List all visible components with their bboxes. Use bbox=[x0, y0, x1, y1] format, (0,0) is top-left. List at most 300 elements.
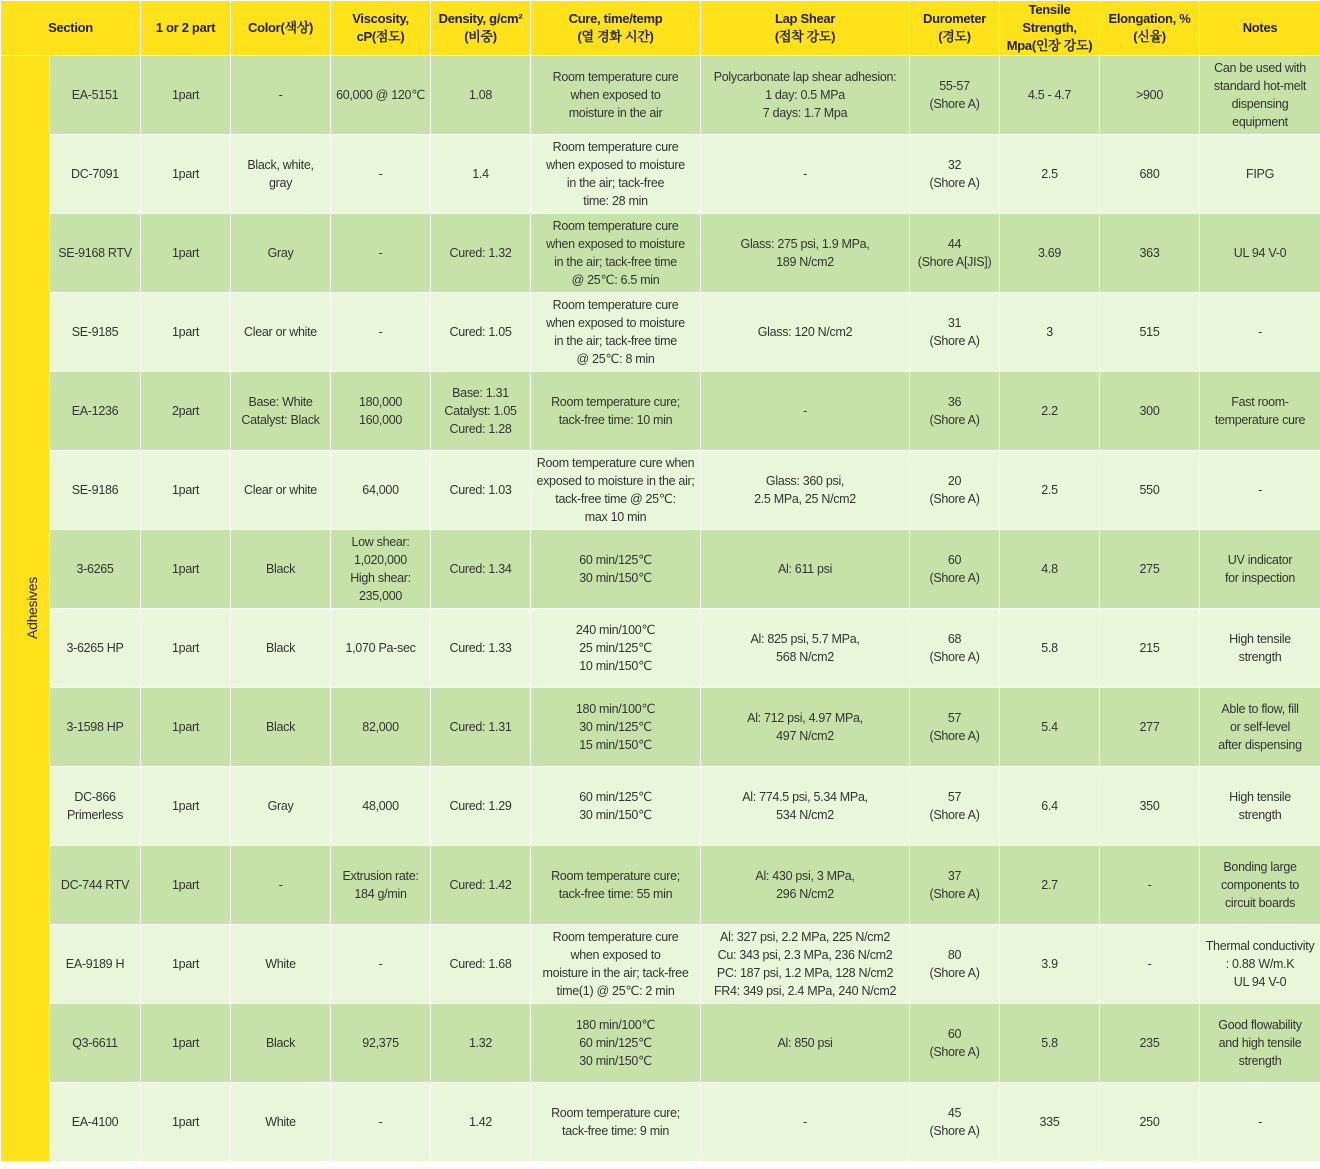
header-cure-line: Cure, time/temp bbox=[568, 11, 663, 26]
durometer-line: (Shore A) bbox=[929, 334, 980, 348]
table-row bbox=[1, 451, 1320, 530]
tensile-cell: 5.8 bbox=[1000, 609, 1100, 688]
header-viscosity-line: cP(점도) bbox=[356, 29, 405, 44]
lap-shear-cell bbox=[701, 767, 910, 846]
tensile-cell: 4.5 - 4.7 bbox=[1000, 56, 1100, 135]
cure-line: max 10 min bbox=[584, 510, 647, 524]
cure-line: exposed to moisture in the air; bbox=[536, 474, 695, 488]
viscosity-cell bbox=[331, 609, 431, 688]
durometer-line: 20 bbox=[947, 474, 962, 488]
durometer-cell bbox=[910, 530, 1000, 609]
cure-line: Room temperature cure bbox=[552, 140, 679, 154]
notes-line: strength bbox=[1238, 650, 1282, 664]
notes-line: Able to flow, fill bbox=[1221, 702, 1299, 716]
product-name-line: DC-866 bbox=[74, 790, 116, 804]
density-cell bbox=[431, 451, 531, 530]
viscosity-line: 160,000 bbox=[358, 413, 403, 427]
viscosity-line: 92,375 bbox=[362, 1036, 399, 1050]
header-density bbox=[431, 1, 531, 56]
color-line: White bbox=[265, 957, 296, 971]
cure-line: moisture in the air; tack-free bbox=[542, 966, 689, 980]
viscosity-cell bbox=[331, 214, 431, 293]
header-notes: Notes bbox=[1200, 1, 1320, 56]
product-name-line: EA-9189 H bbox=[65, 957, 125, 971]
notes-line: Can be used with bbox=[1214, 61, 1306, 75]
lap-shear-line: PC: 187 psi, 1.2 MPa, 128 N/cm2 bbox=[716, 966, 894, 980]
density-line: 1.4 bbox=[472, 167, 489, 181]
viscosity-cell bbox=[331, 530, 431, 609]
color-cell bbox=[231, 530, 331, 609]
durometer-line: (Shore A) bbox=[929, 729, 980, 743]
cure-line: tack-free time: 55 min bbox=[558, 887, 673, 901]
product-name-cell bbox=[50, 135, 141, 214]
durometer-line: 60 bbox=[947, 1027, 962, 1041]
lap-shear-line: Al: 327 psi, 2.2 MPa, 225 N/cm2 bbox=[720, 930, 890, 944]
product-name-line: SE-9168 RTV bbox=[58, 246, 132, 260]
part-count-cell: 1part bbox=[141, 767, 231, 846]
density-cell bbox=[431, 688, 531, 767]
viscosity-line: 64,000 bbox=[362, 483, 399, 497]
notes-cell bbox=[1200, 293, 1320, 372]
cure-line: Room temperature cure bbox=[552, 219, 679, 233]
viscosity-cell bbox=[331, 372, 431, 451]
viscosity-cell bbox=[331, 1083, 431, 1162]
notes-line: components to bbox=[1220, 878, 1300, 892]
header-density-line: (비중) bbox=[464, 29, 497, 44]
table-row bbox=[1, 293, 1320, 372]
durometer-cell bbox=[910, 767, 1000, 846]
durometer-cell bbox=[910, 1083, 1000, 1162]
color-cell bbox=[231, 1004, 331, 1083]
durometer-cell bbox=[910, 1004, 1000, 1083]
table-row bbox=[1, 1004, 1320, 1083]
product-name-cell bbox=[50, 372, 141, 451]
product-name-cell bbox=[50, 925, 141, 1004]
cure-line: 30 min/150℃ bbox=[579, 1054, 652, 1068]
durometer-line: (Shore A) bbox=[929, 1124, 980, 1138]
cure-line: time: 28 min bbox=[583, 194, 648, 208]
product-name-line: EA-1236 bbox=[71, 404, 119, 418]
color-cell bbox=[231, 214, 331, 293]
notes-line: or self-level bbox=[1230, 720, 1291, 734]
density-cell bbox=[431, 925, 531, 1004]
notes-line: UL 94 V-0 bbox=[1233, 975, 1287, 989]
tensile-cell: 3.69 bbox=[1000, 214, 1100, 293]
density-line: Cured: 1.34 bbox=[449, 562, 512, 576]
product-name-cell bbox=[50, 767, 141, 846]
durometer-cell bbox=[910, 214, 1000, 293]
viscosity-line: 1,070 Pa-sec bbox=[345, 641, 416, 655]
viscosity-cell bbox=[331, 846, 431, 925]
durometer-line: (Shore A) bbox=[929, 1045, 980, 1059]
cure-cell bbox=[531, 688, 701, 767]
notes-line: UL 94 V-0 bbox=[1233, 246, 1287, 260]
durometer-line: (Shore A[JIS]) bbox=[917, 255, 992, 269]
tensile-cell: 5.4 bbox=[1000, 688, 1100, 767]
cure-cell bbox=[531, 372, 701, 451]
lap-shear-cell bbox=[701, 530, 910, 609]
notes-cell bbox=[1200, 846, 1320, 925]
durometer-cell bbox=[910, 451, 1000, 530]
cure-cell bbox=[531, 135, 701, 214]
lap-shear-line: Glass: 275 psi, 1.9 MPa, bbox=[740, 237, 870, 251]
notes-cell bbox=[1200, 925, 1320, 1004]
color-line: Black bbox=[265, 720, 296, 734]
product-name-line: EA-4100 bbox=[71, 1115, 119, 1129]
color-cell bbox=[231, 135, 331, 214]
color-cell bbox=[231, 688, 331, 767]
durometer-line: 57 bbox=[947, 711, 962, 725]
part-count-cell: 1part bbox=[141, 925, 231, 1004]
header-viscosity-line: Viscosity, bbox=[352, 11, 409, 26]
color-cell bbox=[231, 846, 331, 925]
cure-line: 60 min/125℃ bbox=[579, 790, 652, 804]
part-count-cell: 1part bbox=[141, 530, 231, 609]
notes-line: temperature cure bbox=[1214, 413, 1306, 427]
cure-line: 30 min/150℃ bbox=[579, 808, 652, 822]
density-line: Cured: 1.32 bbox=[449, 246, 512, 260]
color-line: gray bbox=[268, 176, 293, 190]
density-line: Cured: 1.68 bbox=[449, 957, 512, 971]
notes-line: High tensile bbox=[1229, 790, 1291, 804]
cure-line: when exposed to moisture bbox=[546, 237, 685, 251]
cure-line: time(1) @ 25℃: 2 min bbox=[556, 984, 675, 998]
lap-shear-cell bbox=[701, 609, 910, 688]
density-line: Cured: 1.31 bbox=[449, 720, 512, 734]
tensile-cell: 6.4 bbox=[1000, 767, 1100, 846]
density-cell bbox=[431, 530, 531, 609]
color-line: Gray bbox=[267, 799, 294, 813]
durometer-line: 45 bbox=[947, 1106, 962, 1120]
viscosity-line: - bbox=[378, 167, 383, 181]
cure-cell bbox=[531, 56, 701, 135]
table-body bbox=[1, 56, 1320, 1162]
header-density-line: Density, g/cm² bbox=[438, 11, 523, 26]
durometer-line: 37 bbox=[947, 869, 962, 883]
lap-shear-cell bbox=[701, 1004, 910, 1083]
product-name-line: 3-6265 HP bbox=[66, 641, 124, 655]
cure-cell bbox=[531, 767, 701, 846]
notes-cell bbox=[1200, 688, 1320, 767]
elongation-cell: 300 bbox=[1100, 372, 1200, 451]
elongation-cell: 277 bbox=[1100, 688, 1200, 767]
color-line: Clear or white bbox=[244, 325, 317, 339]
elongation-cell: 515 bbox=[1100, 293, 1200, 372]
color-line: - bbox=[278, 878, 283, 892]
notes-cell bbox=[1200, 451, 1320, 530]
notes-line: UV indicator bbox=[1227, 553, 1293, 567]
durometer-line: (Shore A) bbox=[929, 966, 980, 980]
notes-line: after dispensing bbox=[1218, 738, 1302, 752]
cure-cell bbox=[531, 214, 701, 293]
durometer-line: (Shore A) bbox=[929, 176, 980, 190]
table-row bbox=[1, 214, 1320, 293]
lap-shear-line: - bbox=[803, 1115, 807, 1129]
product-name-line: Primerless bbox=[66, 808, 124, 822]
density-line: Cured: 1.28 bbox=[449, 422, 512, 436]
cure-line: when exposed to moisture bbox=[546, 158, 685, 172]
tensile-cell: 2.2 bbox=[1000, 372, 1100, 451]
lap-shear-cell bbox=[701, 372, 910, 451]
cure-line: Room temperature cure when bbox=[536, 456, 695, 470]
color-cell bbox=[231, 451, 331, 530]
cure-cell bbox=[531, 530, 701, 609]
notes-line: Thermal conductivity bbox=[1205, 939, 1315, 953]
product-name-cell bbox=[50, 1083, 141, 1162]
part-count-cell: 1part bbox=[141, 293, 231, 372]
density-cell bbox=[431, 1004, 531, 1083]
viscosity-line: 48,000 bbox=[362, 799, 399, 813]
durometer-cell bbox=[910, 56, 1000, 135]
notes-line: and high tensile bbox=[1218, 1036, 1302, 1050]
header-cure-line: (열 경화 시간) bbox=[577, 29, 654, 44]
cure-cell bbox=[531, 925, 701, 1004]
table-row bbox=[1, 372, 1320, 451]
lap-shear-line: - bbox=[803, 404, 807, 418]
elongation-cell: >900 bbox=[1100, 56, 1200, 135]
color-cell bbox=[231, 293, 331, 372]
color-line: Clear or white bbox=[244, 483, 317, 497]
durometer-cell bbox=[910, 925, 1000, 1004]
durometer-cell bbox=[910, 609, 1000, 688]
header-cure bbox=[531, 1, 701, 56]
viscosity-line: - bbox=[378, 325, 383, 339]
elongation-cell: 275 bbox=[1100, 530, 1200, 609]
lap-shear-cell bbox=[701, 925, 910, 1004]
cure-line: tack-free time: 10 min bbox=[558, 413, 673, 427]
elongation-cell: 250 bbox=[1100, 1083, 1200, 1162]
durometer-cell bbox=[910, 135, 1000, 214]
lap-shear-line: 7 days: 1.7 Mpa bbox=[762, 106, 848, 120]
part-count-cell: 1part bbox=[141, 214, 231, 293]
density-cell bbox=[431, 372, 531, 451]
product-name-line: Q3-6611 bbox=[72, 1036, 118, 1050]
viscosity-line: 180,000 bbox=[358, 395, 403, 409]
header-lap-shear-line: Lap Shear bbox=[774, 11, 836, 26]
elongation-cell: 235 bbox=[1100, 1004, 1200, 1083]
header-lap-shear-line: (접착 강도) bbox=[774, 29, 836, 44]
cure-line: 180 min/100℃ bbox=[575, 1018, 656, 1032]
lap-shear-line: Glass: 120 N/cm2 bbox=[757, 325, 853, 339]
elongation-cell: 350 bbox=[1100, 767, 1200, 846]
cure-line: in the air; tack-free time bbox=[554, 255, 677, 269]
lap-shear-cell bbox=[701, 293, 910, 372]
header-section: Section bbox=[1, 1, 141, 56]
cure-line: 30 min/125℃ bbox=[579, 720, 652, 734]
density-cell bbox=[431, 609, 531, 688]
header-durometer bbox=[910, 1, 1000, 56]
color-line: Black bbox=[265, 562, 296, 576]
durometer-line: 80 bbox=[947, 948, 962, 962]
cure-cell bbox=[531, 1004, 701, 1083]
viscosity-line: Low shear: bbox=[351, 535, 410, 549]
lap-shear-cell bbox=[701, 451, 910, 530]
elongation-cell: 550 bbox=[1100, 451, 1200, 530]
part-count-cell: 1part bbox=[141, 1004, 231, 1083]
cure-line: @ 25℃: 6.5 min bbox=[571, 273, 660, 287]
header-lap-shear bbox=[701, 1, 910, 56]
cure-cell bbox=[531, 451, 701, 530]
viscosity-line: - bbox=[378, 1115, 383, 1129]
lap-shear-line: 534 N/cm2 bbox=[776, 808, 834, 822]
elongation-cell: 215 bbox=[1100, 609, 1200, 688]
lap-shear-line: Al: 611 psi bbox=[777, 562, 833, 576]
product-name-line: DC-744 RTV bbox=[60, 878, 130, 892]
durometer-line: 36 bbox=[947, 395, 962, 409]
color-line: Black bbox=[265, 641, 296, 655]
header-tensile-line: Mpa(인장 강도) bbox=[1006, 38, 1093, 53]
color-line: Catalyst: Black bbox=[241, 413, 320, 427]
notes-cell bbox=[1200, 135, 1320, 214]
tensile-cell: 3.9 bbox=[1000, 925, 1100, 1004]
viscosity-cell bbox=[331, 925, 431, 1004]
tensile-cell: 4.8 bbox=[1000, 530, 1100, 609]
header-durometer-line: Durometer bbox=[922, 11, 987, 26]
notes-line: strength bbox=[1238, 808, 1282, 822]
cure-line: Room temperature cure bbox=[552, 70, 679, 84]
lap-shear-line: Al: 430 psi, 3 MPa, bbox=[755, 869, 855, 883]
cure-line: Room temperature cure; bbox=[551, 395, 680, 409]
notes-line: FIPG bbox=[1246, 167, 1274, 181]
density-cell bbox=[431, 846, 531, 925]
durometer-line: 44 bbox=[947, 237, 962, 251]
viscosity-line: High shear: bbox=[350, 571, 411, 585]
notes-line: dispensing bbox=[1231, 97, 1289, 111]
part-count-cell: 1part bbox=[141, 56, 231, 135]
density-line: Cured: 1.03 bbox=[449, 483, 512, 497]
header-tensile bbox=[1000, 1, 1100, 56]
viscosity-line: 60,000 @ 120℃ bbox=[336, 88, 425, 102]
durometer-line: 68 bbox=[947, 632, 962, 646]
color-line: Gray bbox=[267, 246, 294, 260]
product-name-cell bbox=[50, 56, 141, 135]
notes-line: High tensile bbox=[1229, 632, 1291, 646]
durometer-line: (Shore A) bbox=[929, 492, 980, 506]
header-viscosity bbox=[331, 1, 431, 56]
lap-shear-cell bbox=[701, 135, 910, 214]
lap-shear-cell bbox=[701, 846, 910, 925]
durometer-line: 31 bbox=[947, 316, 962, 330]
product-name-line: DC-7091 bbox=[71, 167, 119, 181]
viscosity-cell bbox=[331, 451, 431, 530]
lap-shear-line: 2.5 MPa, 25 N/cm2 bbox=[754, 492, 856, 506]
notes-cell bbox=[1200, 214, 1320, 293]
part-count-cell: 1part bbox=[141, 846, 231, 925]
cure-line: 60 min/125℃ bbox=[579, 1036, 652, 1050]
notes-cell bbox=[1200, 372, 1320, 451]
lap-shear-cell bbox=[701, 56, 910, 135]
product-name-line: SE-9186 bbox=[71, 483, 119, 497]
color-line: Base: White bbox=[248, 395, 313, 409]
color-line: Black bbox=[265, 1036, 296, 1050]
notes-cell bbox=[1200, 609, 1320, 688]
table-row bbox=[1, 688, 1320, 767]
header-row bbox=[1, 1, 1320, 56]
cure-line: 30 min/150℃ bbox=[579, 571, 652, 585]
notes-line: standard hot-melt bbox=[1213, 79, 1307, 93]
notes-cell bbox=[1200, 1004, 1320, 1083]
tensile-cell: 2.5 bbox=[1000, 451, 1100, 530]
viscosity-cell bbox=[331, 56, 431, 135]
table-row bbox=[1, 530, 1320, 609]
notes-line: Bonding large bbox=[1223, 860, 1297, 874]
tensile-cell: 335 bbox=[1000, 1083, 1100, 1162]
part-count-cell: 1part bbox=[141, 688, 231, 767]
lap-shear-line: 1 day: 0.5 MPa bbox=[765, 88, 845, 102]
tensile-cell: 2.7 bbox=[1000, 846, 1100, 925]
lap-shear-line: Al: 774.5 psi, 5.34 MPa, bbox=[742, 790, 868, 804]
header-elongation-line: (신율) bbox=[1133, 29, 1166, 44]
durometer-cell bbox=[910, 846, 1000, 925]
cure-line: Room temperature cure bbox=[552, 930, 679, 944]
viscosity-cell bbox=[331, 135, 431, 214]
color-cell bbox=[231, 56, 331, 135]
density-line: Base: 1.31 bbox=[452, 386, 509, 400]
table-row bbox=[1, 1083, 1320, 1162]
density-cell bbox=[431, 135, 531, 214]
density-cell bbox=[431, 1083, 531, 1162]
notes-line: : 0.88 W/m.K bbox=[1225, 957, 1295, 971]
cure-line: 15 min/150℃ bbox=[579, 738, 652, 752]
color-cell bbox=[231, 609, 331, 688]
color-cell bbox=[231, 925, 331, 1004]
density-line: Catalyst: 1.05 bbox=[444, 404, 517, 418]
viscosity-cell bbox=[331, 688, 431, 767]
density-cell bbox=[431, 767, 531, 846]
cure-line: 10 min/150℃ bbox=[579, 659, 652, 673]
section-adhesives-label: Adhesives bbox=[23, 577, 40, 639]
color-cell bbox=[231, 767, 331, 846]
color-cell bbox=[231, 372, 331, 451]
elongation-cell: 363 bbox=[1100, 214, 1200, 293]
notes-line: - bbox=[1258, 325, 1262, 339]
cure-line: Room temperature cure bbox=[552, 298, 679, 312]
product-name-cell bbox=[50, 530, 141, 609]
notes-cell bbox=[1200, 530, 1320, 609]
viscosity-cell bbox=[331, 293, 431, 372]
cure-line: when exposed to bbox=[570, 948, 661, 962]
cure-line: Room temperature cure; bbox=[551, 869, 680, 883]
lap-shear-line: 497 N/cm2 bbox=[776, 729, 834, 743]
density-line: Cured: 1.29 bbox=[449, 799, 512, 813]
cure-line: Room temperature cure; bbox=[551, 1106, 680, 1120]
product-name-line: 3-6265 bbox=[76, 562, 114, 576]
lap-shear-cell bbox=[701, 688, 910, 767]
notes-line: circuit boards bbox=[1224, 896, 1296, 910]
elongation-cell: 680 bbox=[1100, 135, 1200, 214]
part-count-cell: 1part bbox=[141, 451, 231, 530]
density-line: 1.32 bbox=[468, 1036, 493, 1050]
durometer-line: 55-57 bbox=[939, 79, 970, 93]
color-line: White bbox=[265, 1115, 296, 1129]
lap-shear-line: Glass: 360 psi, bbox=[765, 474, 845, 488]
header-elongation-line: Elongation, % bbox=[1108, 11, 1191, 26]
notes-cell bbox=[1200, 767, 1320, 846]
viscosity-line: 1,020,000 bbox=[354, 553, 407, 567]
cure-cell bbox=[531, 609, 701, 688]
product-name-line: SE-9185 bbox=[71, 325, 119, 339]
notes-line: equipment bbox=[1232, 115, 1288, 129]
product-name-cell bbox=[50, 688, 141, 767]
density-cell bbox=[431, 293, 531, 372]
part-count-cell: 1part bbox=[141, 609, 231, 688]
cure-line: 240 min/100℃ bbox=[575, 623, 656, 637]
cure-cell bbox=[531, 1083, 701, 1162]
density-line: 1.42 bbox=[468, 1115, 493, 1129]
header-elongation bbox=[1100, 1, 1200, 56]
product-name-cell bbox=[50, 846, 141, 925]
notes-line: Good flowability bbox=[1218, 1018, 1302, 1032]
